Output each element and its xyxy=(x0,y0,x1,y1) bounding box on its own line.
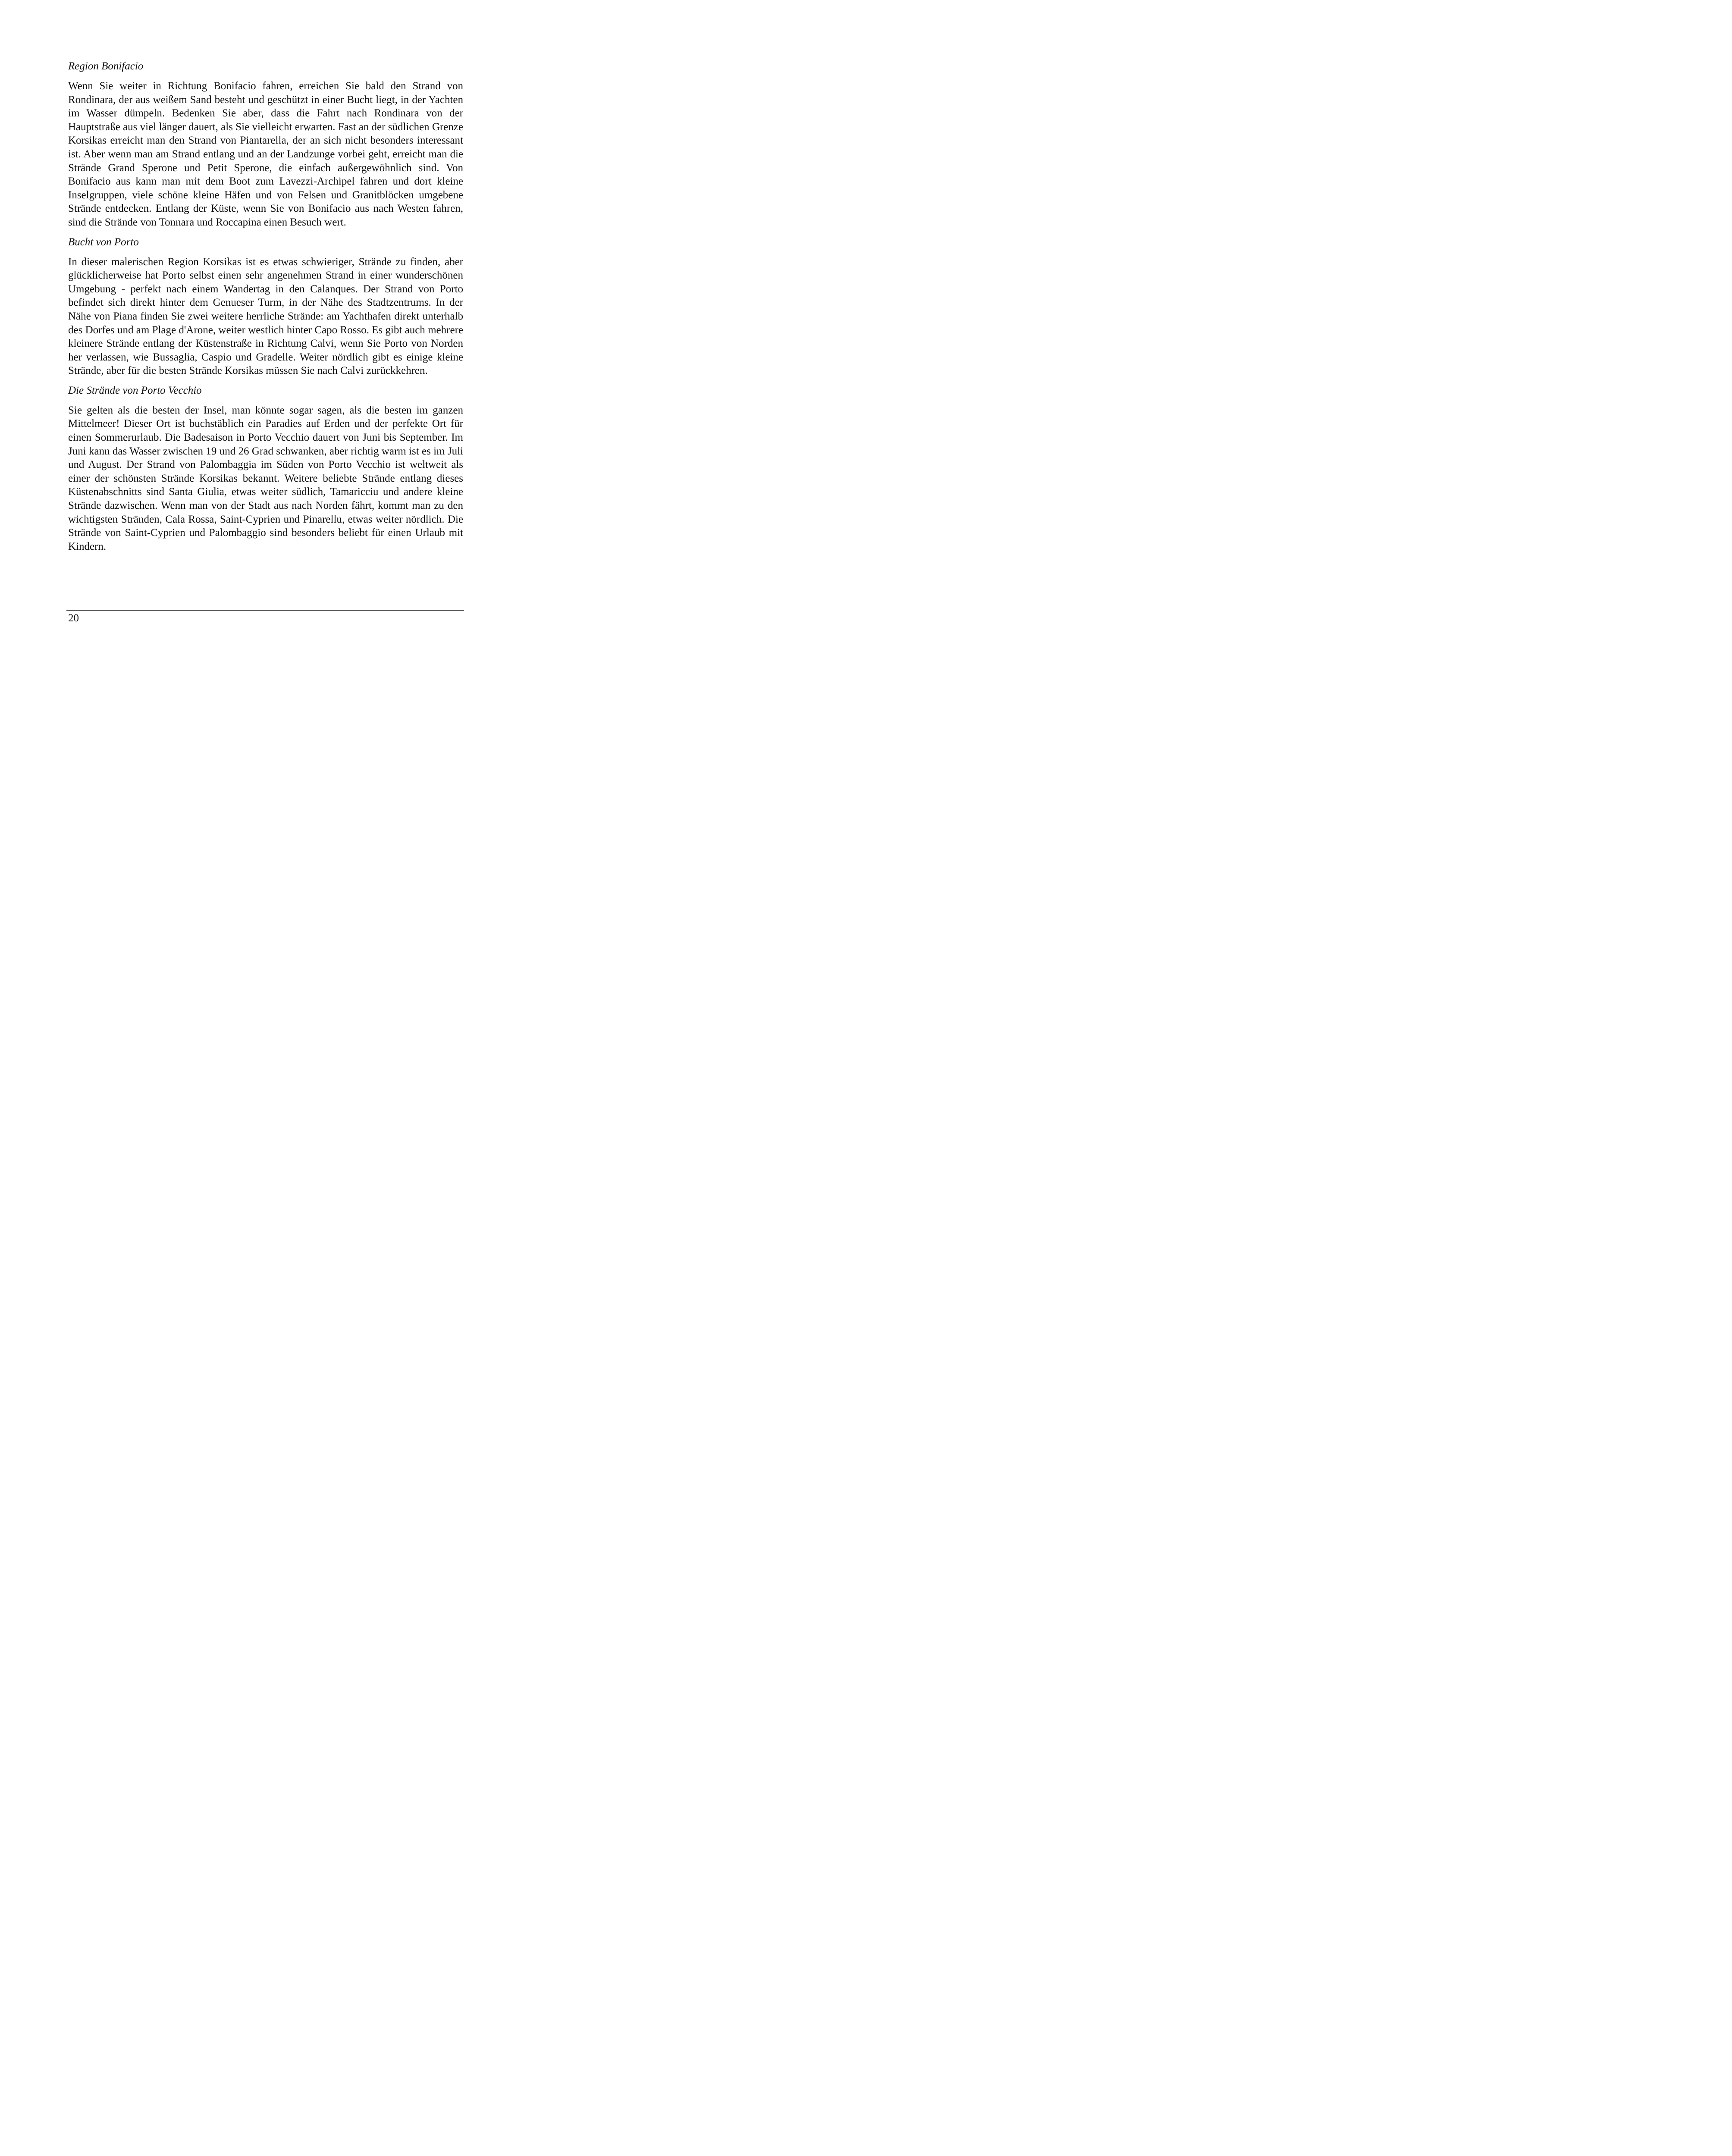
section-body: Sie gelten als die besten der Insel, man könnte sogar sagen, als die besten im ganzen Mittelmeer! Dieser Ort ist buchstäblich ein Paradies auf Erden und der perfekte Ort für einen Sommerurlaub. Die Badesaison in Porto Vecchio dauert von Juni bis September. Im Juni kann das Wasser zwischen 19 und 26 Grad schwanken, aber richtig warm ist es im Juli und August. Der Strand von Palombaggia im Süden von Porto Vecchio ist weltweit als einer der schönsten Strände Korsikas bekannt. Weitere beliebte Strände entlang dieses Küstenabschnitts sind Santa Giulia, etwas weiter südlich, Tamaricciu und andere kleine Strände dazwischen. Wenn man von der Stadt aus nach Norden fährt, kommt man zu den wichtigsten Stränden, Cala Rossa, Saint-Cyprien und Pinarellu, etwas weiter nördlich. Die Strände von Saint-Cyprien und Palombaggio sind besonders beliebt für einen Urlaub mit Kindern. xyxy=(68,404,463,552)
footer-divider xyxy=(66,610,464,611)
page-content xyxy=(68,60,463,559)
section-heading: Region Bonifacio xyxy=(68,60,144,72)
section-porto-vecchio xyxy=(68,384,463,554)
section-body: Wenn Sie weiter in Richtung Bonifacio fahren, erreichen Sie bald den Strand von Rondinara, der aus weißem Sand besteht und geschützt in einer Bucht liegt, in der Yachten im Wasser dümpeln. Bedenken Sie aber, dass die Fahrt nach Rondinara von der Hauptstraße aus viel länger dauert, als Sie vielleicht erwarten. Fast an der südlichen Grenze Korsikas erreicht man den Strand von Piantarella, der an sich nicht besonders interessant ist. Aber wenn man am Strand entlang und an der Landzunge vorbei geht, erreicht man die Strände Grand Sperone und Petit Sperone, die einfach außergewöhnlich sind. Von Bonifacio aus kann man mit dem Boot zum Lavezzi-Archipel fahren und dort kleine Inselgruppen, viele schöne kleine Häfen und von Felsen und Granitblöcken umgebene Strände entdecken. Entlang der Küste, wenn Sie von Bonifacio aus nach Westen fahren, sind die Strände von Tonnara und Roccapina einen Besuch wert. xyxy=(68,80,463,228)
section-heading: Die Strände von Porto Vecchio xyxy=(68,384,202,396)
section-heading: Bucht von Porto xyxy=(68,236,139,248)
section-bucht-von-porto xyxy=(68,235,463,378)
section-body: In dieser malerischen Region Korsikas ist es etwas schwieriger, Strände zu finden, aber glücklicherweise hat Porto selbst einen sehr angenehmen Strand in einer wunderschönen Umgebung - perfekt nach einem Wandertag in den Calanques. Der Strand von Porto befindet sich direkt hinter dem Genueser Turm, in der Nähe des Stadtzentrums. In der Nähe von Piana finden Sie zwei weitere herrliche Strände: am Yachthafen direkt unterhalb des Dorfes und am Plage d'Arone, weiter westlich hinter Capo Rosso. Es gibt auch mehrere kleinere Strände entlang der Küstenstraße in Richtung Calvi, wenn Sie Porto von Norden her verlassen, wie Bussaglia, Caspio und Gradelle. Weiter nördlich gibt es einige kleine Strände, aber für die besten Strände Korsikas müssen Sie nach Calvi zurückkehren. xyxy=(68,256,463,377)
section-region-bonifacio xyxy=(68,60,463,229)
page-number: 20 xyxy=(68,612,79,624)
